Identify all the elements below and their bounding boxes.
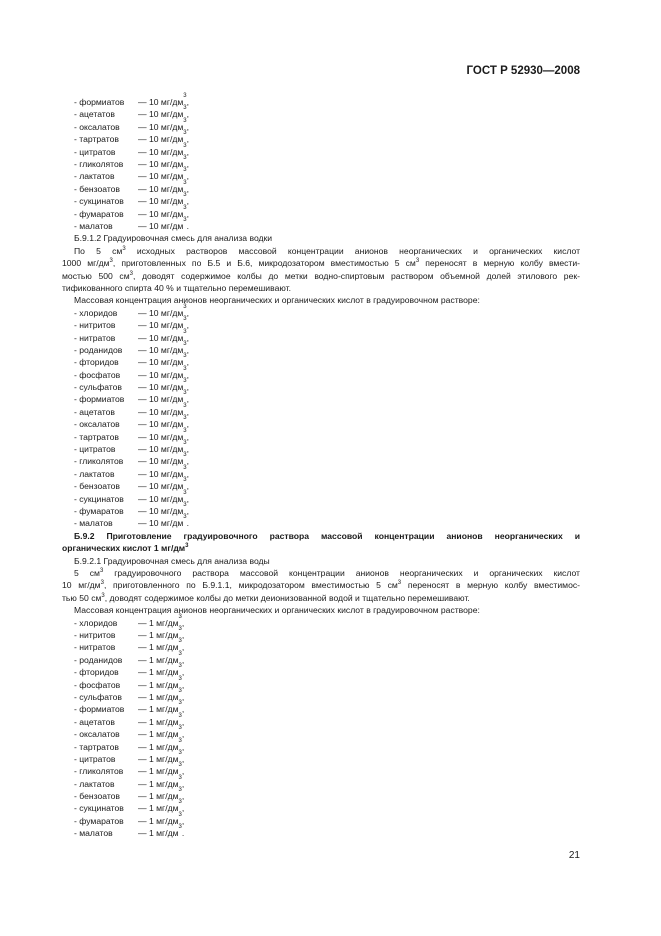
anion-name: - нитратов: [74, 642, 116, 653]
list-item: [62, 464, 580, 480]
anion-concentration: — 10 мг/дм: [138, 307, 184, 318]
punctuation: ,: [186, 382, 190, 393]
anion-concentration: — 10 мг/дм: [138, 382, 184, 393]
anion-concentration: — 10 мг/дм: [138, 344, 184, 355]
unit-superscript: 3: [183, 501, 187, 508]
unit-superscript: 3: [183, 378, 187, 385]
paragraph-line: 5 $см^3$ градуировочного раствора массовой концентрации анионов неорганических и органических кислот: [74, 567, 580, 578]
list-item: [62, 427, 580, 443]
document-body: [62, 93, 581, 840]
punctuation: ,: [186, 419, 190, 430]
unit-superscript: 3: [178, 675, 182, 682]
unit-superscript: 3: [183, 142, 187, 149]
anion-name: - тартратов: [74, 431, 119, 442]
punctuation: ,: [186, 481, 190, 492]
punctuation: ,: [186, 505, 190, 516]
list-item: [62, 824, 580, 839]
punctuation: ,: [186, 183, 190, 194]
anion-name: - нитритов: [74, 320, 116, 331]
unit-superscript: 3: [183, 415, 187, 422]
list-item: [62, 489, 580, 505]
anion-name: - фторидов: [74, 667, 119, 678]
anion-name: - оксалатов: [74, 729, 120, 740]
punctuation: ,: [186, 468, 190, 479]
list-item: [62, 340, 580, 356]
punctuation: ,: [181, 815, 185, 826]
anion-concentration: — 10 мг/дм: [138, 468, 184, 479]
list-item: [62, 638, 580, 653]
anion-concentration: — 10 мг/дм: [138, 394, 184, 405]
list-item: [62, 762, 580, 777]
list-item: [62, 415, 580, 430]
anion-concentration: — 10 мг/дм: [138, 505, 184, 516]
paragraph-line: мостью 500 $см^3$, доводят содержимое колбы до метки водно-спиртовым раствором объемной долей этилового рек-: [62, 270, 580, 281]
anion-name: - фумаратов: [74, 815, 124, 826]
anion-concentration: — 10 мг/дм: [138, 444, 184, 455]
list-item: [62, 440, 580, 455]
page-number: 21: [568, 850, 580, 861]
anion-concentration: — 1 мг/дм: [138, 741, 179, 752]
list-item: [62, 477, 580, 492]
unit-superscript: 3: [178, 650, 182, 657]
paragraph-line: тификованного спирта 40 % и тщательно перемешивают.: [62, 282, 291, 293]
anion-name: - хлоридов: [74, 617, 118, 628]
anion-name: - лактатов: [74, 171, 115, 182]
punctuation: ,: [186, 121, 190, 132]
anion-concentration: — 1 мг/дм: [138, 654, 179, 665]
anion-name: - оксалатов: [74, 121, 120, 132]
punctuation: ,: [186, 146, 190, 157]
punctuation: ,: [186, 208, 190, 219]
anion-list-vodka: [62, 303, 580, 530]
punctuation: ,: [181, 691, 185, 702]
unit-superscript: 3: [178, 762, 182, 769]
section-b9-2-heading: [62, 530, 580, 555]
anion-list-vodka-continued: [62, 93, 580, 232]
list-item: [62, 353, 580, 368]
anion-concentration: — 1 мг/дм: [138, 815, 179, 826]
anion-concentration: — 1 мг/дм: [138, 691, 179, 702]
unit-superscript: 3: [183, 216, 187, 223]
unit-superscript: 3: [183, 130, 187, 137]
list-item: [62, 204, 580, 220]
anion-concentration: — 1 мг/дм: [138, 729, 179, 740]
punctuation: ,: [186, 196, 190, 207]
anion-name: - фумаратов: [74, 208, 124, 219]
list-item: [62, 501, 580, 517]
unit-superscript: 3: [178, 687, 182, 694]
anion-concentration: — 10 мг/дм: [138, 121, 184, 132]
document-header: ГОСТ Р 52930—2008: [466, 65, 580, 77]
unit-superscript: 3: [183, 117, 187, 124]
punctuation: ,: [181, 778, 185, 789]
anion-concentration: — 10 мг/дм: [138, 518, 184, 529]
unit-superscript: 3: [178, 774, 182, 781]
list-item: [62, 303, 580, 319]
section-b9-2-1-title: Б.9.2.1 Градуировочная смесь для анализа воды: [74, 555, 270, 566]
anion-name: - фосфатов: [74, 369, 121, 380]
list-item: [62, 154, 580, 170]
unit-superscript: 3: [183, 353, 187, 360]
anion-concentration: — 10 мг/дм: [138, 369, 184, 380]
list-item: [62, 216, 580, 232]
anion-concentration: — 1 мг/дм: [138, 667, 179, 678]
list-item: [62, 117, 580, 133]
anion-concentration: — 10 мг/дм: [138, 320, 184, 331]
list-item: [62, 811, 580, 827]
list-item: [62, 316, 580, 331]
list-item: [62, 700, 580, 715]
anion-name: - бензоатов: [74, 481, 120, 492]
list-item: [62, 514, 580, 529]
punctuation: ,: [186, 171, 190, 182]
anion-name: - ацетатов: [74, 406, 115, 417]
anion-concentration: — 1 мг/дм: [138, 803, 179, 814]
anion-name: - гликолятов: [74, 456, 124, 467]
anion-concentration: — 10 мг/дм: [138, 196, 184, 207]
punctuation: ,: [181, 642, 185, 653]
anion-concentration: — 10 мг/дм: [138, 431, 184, 442]
anion-concentration: — 1 мг/дм: [138, 716, 179, 727]
anion-concentration: — 10 мг/дм: [138, 134, 184, 145]
punctuation: ,: [186, 109, 190, 120]
anion-name: - малатов: [74, 518, 113, 529]
unit-superscript: 3: [183, 340, 187, 347]
anion-name: - ацетатов: [74, 109, 115, 120]
list-item: [62, 142, 580, 158]
punctuation: ,: [181, 803, 185, 814]
unit-superscript: 3: [183, 167, 187, 174]
list-item: [62, 675, 580, 691]
anion-concentration: — 10 мг/дм: [138, 481, 184, 492]
anion-concentration: — 10 мг/дм: [138, 493, 184, 504]
unit-superscript: 3: [183, 477, 187, 484]
anion-concentration: — 10 мг/дм: [138, 158, 184, 169]
section-b9-2-1-paragraph: [62, 567, 580, 604]
anion-name: - бензоатов: [74, 791, 120, 802]
list-item: [62, 737, 580, 753]
punctuation: ,: [181, 617, 185, 628]
unit-superscript: 3: [178, 638, 182, 645]
anion-list-water: [62, 613, 580, 840]
punctuation: ,: [186, 493, 190, 504]
list-item: [62, 687, 580, 703]
list-item: [62, 712, 580, 728]
anion-name: - сукцинатов: [74, 493, 124, 504]
unit-superscript: 3: [178, 824, 182, 831]
anion-name: - роданидов: [74, 344, 123, 355]
punctuation: ,: [181, 729, 185, 740]
heading-line: органических кислот 1 $мг/дм^3$: [62, 543, 189, 554]
punctuation: ,: [186, 158, 190, 169]
unit-superscript: 3: [178, 725, 182, 732]
unit-superscript: 3: [178, 811, 182, 818]
unit-superscript: 3: [183, 390, 187, 397]
unit-superscript: 3: [183, 204, 187, 211]
punctuation: ,: [186, 406, 190, 417]
anion-concentration: — 10 мг/дм: [138, 146, 184, 157]
anion-concentration: — 10 мг/дм: [138, 97, 184, 107]
paragraph-line: 1000 $мг/дм^3$, приготовленных по Б.5 и Б.6, микродозатором вместимостью 5 $см^3$ переносят в мерную колбу вмести-: [62, 258, 581, 269]
list-item: [62, 402, 580, 418]
anion-name: - гликолятов: [74, 158, 124, 169]
list-item: [62, 179, 580, 195]
punctuation: ,: [186, 320, 190, 331]
punctuation: .: [181, 828, 185, 839]
punctuation: ,: [181, 654, 185, 665]
paragraph-line: По 5 $см^3$ исходных растворов массовой концентрации анионов неорганических и органических кислот: [74, 245, 581, 256]
section-b9-1-2-paragraph: [62, 245, 580, 295]
unit-superscript: 3: [178, 613, 182, 620]
unit-superscript: 3: [178, 737, 182, 744]
anion-name: - малатов: [74, 220, 113, 231]
list-item: [62, 105, 580, 120]
paragraph-line: 10 $мг/дм^3$, приготовленного по Б.9.1.1, микродозатором вместимостью 5 $см^3$ переносят в мерную колбу вместимос-: [62, 580, 581, 591]
concentration-intro: Массовая концентрация анионов неорганических и органических кислот в градуировочном растворе:: [74, 605, 480, 616]
anion-concentration: — 1 мг/дм: [138, 778, 179, 789]
list-item: [62, 378, 580, 393]
anion-concentration: — 10 мг/дм: [138, 171, 184, 182]
unit-superscript: 3: [183, 179, 187, 186]
unit-superscript: 3: [183, 365, 187, 372]
anion-name: - тартратов: [74, 741, 119, 752]
list-item: [62, 725, 580, 740]
anion-name: - сукцинатов: [74, 196, 124, 207]
unit-superscript: 3: [183, 192, 187, 199]
list-item: [62, 130, 580, 145]
list-item: [62, 799, 580, 814]
anion-name: - формиатов: [74, 394, 125, 405]
list-item: [62, 774, 580, 790]
anion-concentration: — 10 мг/дм: [138, 109, 184, 120]
anion-name: - гликолятов: [74, 766, 124, 777]
anion-concentration: — 1 мг/дм: [138, 679, 179, 690]
anion-concentration: — 1 мг/дм: [138, 704, 179, 715]
anion-name: - сукцинатов: [74, 803, 124, 814]
punctuation: ,: [186, 444, 190, 455]
anion-name: - лактатов: [74, 468, 115, 479]
anion-name: - цитратов: [74, 444, 116, 455]
anion-concentration: — 10 мг/дм: [138, 332, 184, 343]
anion-name: - сульфатов: [74, 691, 122, 702]
unit-superscript: 3: [183, 93, 187, 99]
anion-name: - нитратов: [74, 332, 116, 343]
anion-name: - фумаратов: [74, 505, 124, 516]
unit-superscript: 3: [178, 626, 182, 632]
list-item: [62, 192, 580, 207]
list-item: [62, 749, 580, 765]
anion-concentration: — 1 мг/дм: [138, 630, 179, 640]
punctuation: .: [186, 518, 190, 529]
punctuation: ,: [181, 679, 185, 690]
list-item: [62, 650, 580, 666]
anion-concentration: — 10 мг/дм: [138, 419, 184, 430]
punctuation: .: [186, 220, 190, 231]
punctuation: ,: [186, 369, 190, 380]
anion-name: - сульфатов: [74, 382, 122, 393]
anion-name: - роданидов: [74, 654, 123, 665]
anion-name: - ацетатов: [74, 716, 115, 727]
anion-name: - хлоридов: [74, 307, 118, 318]
unit-superscript: 3: [183, 402, 187, 409]
unit-superscript: 3: [183, 303, 187, 310]
punctuation: ,: [186, 357, 190, 368]
anion-name: - малатов: [74, 828, 113, 839]
punctuation: ,: [181, 766, 185, 777]
paragraph-line: тью 50 $см^3$, доводят содержимое колбы до метки деионизованной водой и тщательно перемешивают.: [62, 592, 470, 603]
punctuation: ,: [181, 716, 185, 727]
anion-name: - формиатов: [74, 97, 125, 107]
anion-concentration: — 1 мг/дм: [138, 828, 179, 839]
anion-name: - фторидов: [74, 357, 119, 368]
punctuation: ,: [186, 332, 190, 343]
punctuation: ,: [186, 431, 190, 442]
unit-superscript: 3: [183, 464, 187, 471]
list-item: [62, 663, 580, 678]
unit-superscript: 3: [183, 427, 187, 434]
punctuation: ,: [186, 307, 190, 318]
anion-concentration: — 1 мг/дм: [138, 617, 179, 628]
anion-concentration: — 1 мг/дм: [138, 642, 179, 653]
punctuation: ,: [186, 456, 190, 467]
anion-name: - лактатов: [74, 778, 115, 789]
anion-name: - оксалатов: [74, 419, 120, 430]
punctuation: ,: [186, 97, 190, 107]
list-item: [62, 328, 580, 344]
anion-concentration: — 10 мг/дм: [138, 406, 184, 417]
unit-superscript: 3: [183, 105, 187, 112]
punctuation: ,: [181, 753, 185, 764]
anion-concentration: — 1 мг/дм: [138, 766, 179, 777]
unit-superscript: 3: [178, 663, 182, 670]
list-item: [62, 787, 580, 802]
unit-superscript: 3: [183, 328, 187, 335]
punctuation: ,: [181, 741, 185, 752]
anion-concentration: — 10 мг/дм: [138, 183, 184, 194]
anion-name: - цитратов: [74, 753, 116, 764]
anion-concentration: — 10 мг/дм: [138, 220, 184, 231]
list-item: [62, 452, 580, 467]
unit-superscript: 3: [183, 489, 187, 496]
punctuation: ,: [186, 344, 190, 355]
unit-superscript: 3: [178, 799, 182, 806]
unit-superscript: 3: [183, 514, 187, 521]
anion-concentration: — 10 мг/дм: [138, 208, 184, 219]
unit-superscript: 3: [178, 700, 182, 707]
unit-superscript: 3: [183, 452, 187, 459]
anion-name: - формиатов: [74, 704, 125, 715]
unit-superscript: 3: [178, 712, 182, 719]
unit-superscript: 3: [183, 316, 187, 323]
list-item: [62, 390, 580, 405]
section-b9-1-2-title: Б.9.1.2 Градуировочная смесь для анализа водки: [74, 233, 273, 244]
unit-superscript: 3: [183, 154, 187, 161]
list-item: [62, 613, 580, 629]
anion-name: - фосфатов: [74, 679, 121, 690]
anion-concentration: — 10 мг/дм: [138, 456, 184, 467]
anion-concentration: — 10 мг/дм: [138, 357, 184, 368]
concentration-intro: Массовая концентрация анионов неорганических и органических кислот в градуировочном растворе:: [74, 295, 480, 306]
punctuation: ,: [181, 791, 185, 802]
unit-superscript: 3: [178, 787, 182, 794]
heading-line: Б.9.2 Приготовление градуировочного раствора массовой концентрации анионов неорганических и: [74, 530, 580, 541]
anion-name: - нитритов: [74, 630, 116, 640]
unit-superscript: 3: [183, 440, 187, 447]
punctuation: ,: [181, 667, 185, 678]
anion-name: - цитратов: [74, 146, 116, 157]
unit-superscript: 3: [178, 749, 182, 756]
list-item: [62, 365, 580, 381]
list-item: [62, 626, 580, 641]
punctuation: ,: [186, 134, 190, 145]
punctuation: ,: [186, 394, 190, 405]
anion-name: - тартратов: [74, 134, 119, 145]
punctuation: ,: [181, 630, 185, 640]
anion-name: - бензоатов: [74, 183, 120, 194]
anion-concentration: — 1 мг/дм: [138, 753, 179, 764]
list-item: [62, 93, 580, 108]
anion-concentration: — 1 мг/дм: [138, 791, 179, 802]
punctuation: ,: [181, 704, 185, 715]
list-item: [62, 167, 580, 182]
